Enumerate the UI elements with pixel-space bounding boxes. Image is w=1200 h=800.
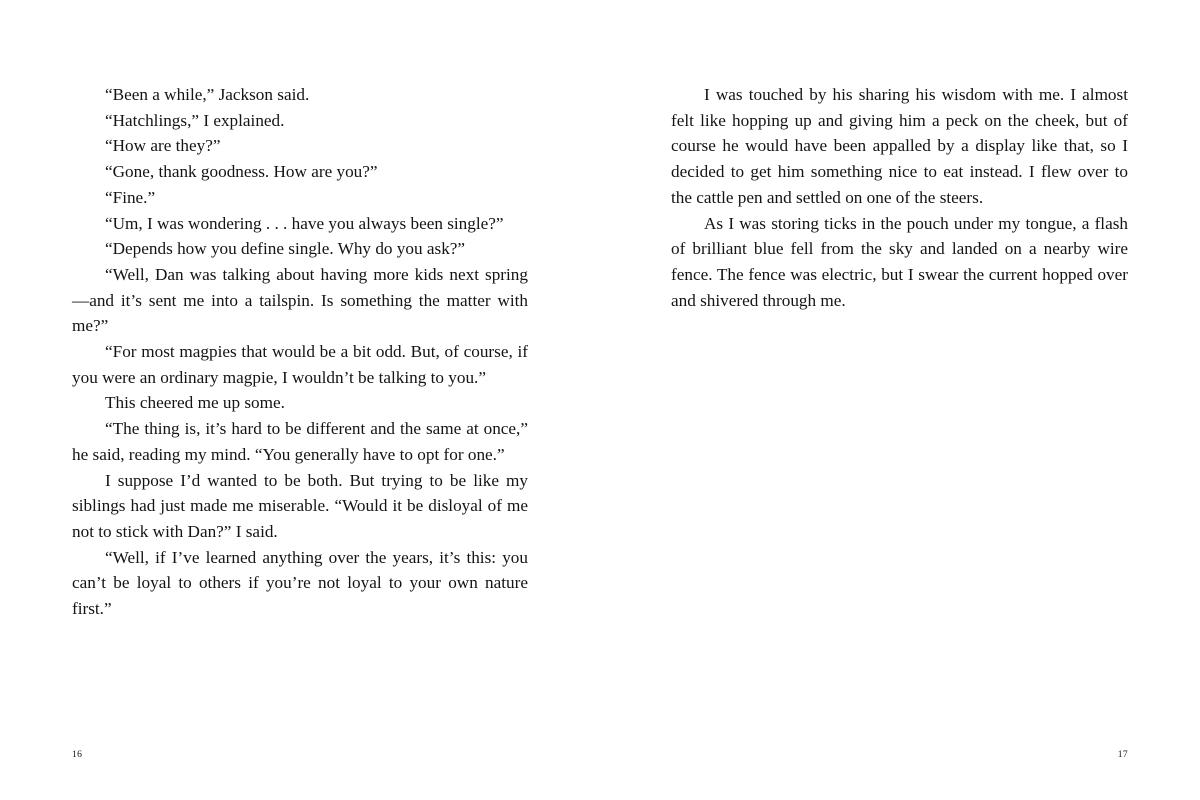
left-page-text-block bbox=[72, 82, 528, 622]
paragraph: “Been a while,” Jackson said. bbox=[105, 85, 310, 104]
paragraph: “Depends how you define single. Why do you ask?” bbox=[105, 239, 466, 259]
paragraph: I was touched by his sharing his wisdom with me. I almost felt like hopping up and giving him a peck on the cheek, but of course he would have been appalled by a display like that, so I decided to get him something nice to eat instead. I flew over to the cattle pen and settled on one of the steers. bbox=[671, 85, 1128, 207]
paragraph: “Well, Dan was talking about having more kids next spring—and it’s sent me into a tailspin. Is something the matter with me?” bbox=[72, 264, 528, 336]
paragraph: “Gone, thank goodness. How are you?” bbox=[105, 162, 378, 182]
paragraph: “Hatchlings,” I explained. bbox=[105, 110, 285, 130]
paragraph: “How are they?” bbox=[105, 136, 221, 156]
page-number-right: 17 bbox=[1117, 749, 1128, 760]
paragraph: “Fine.” bbox=[105, 187, 156, 207]
paragraph: “Um, I was wondering . . . have you always been single?” bbox=[105, 213, 504, 233]
paragraph: This cheered me up some. bbox=[105, 393, 285, 413]
paragraph: “For most magpies that would be a bit odd. But, of course, if you were an ordinary magpie, I wouldn’t be talking to you.” bbox=[72, 342, 528, 387]
paragraph: I suppose I’d wanted to be both. But trying to be like my siblings had just made me miserable. “Would it be disloyal of me not to stick with Dan?” I said. bbox=[72, 470, 528, 541]
paragraph: “Well, if I’ve learned anything over the years, it’s this: you can’t be loyal to others if you’re not loyal to your own nature first.” bbox=[72, 547, 528, 619]
right-page bbox=[600, 0, 1200, 800]
paragraph: “The thing is, it’s hard to be different and the same at once,” he said, reading my mind. “You generally have to opt for one.” bbox=[72, 419, 528, 464]
paragraph: As I was storing ticks in the pouch under my tongue, a flash of brilliant blue fell from the sky and landed on a nearby wire fence. The fence was electric, but I swear the current hopped over and shivered through me. bbox=[671, 213, 1128, 310]
page-number-left: 16 bbox=[72, 749, 83, 760]
right-page-text-block bbox=[671, 82, 1128, 313]
